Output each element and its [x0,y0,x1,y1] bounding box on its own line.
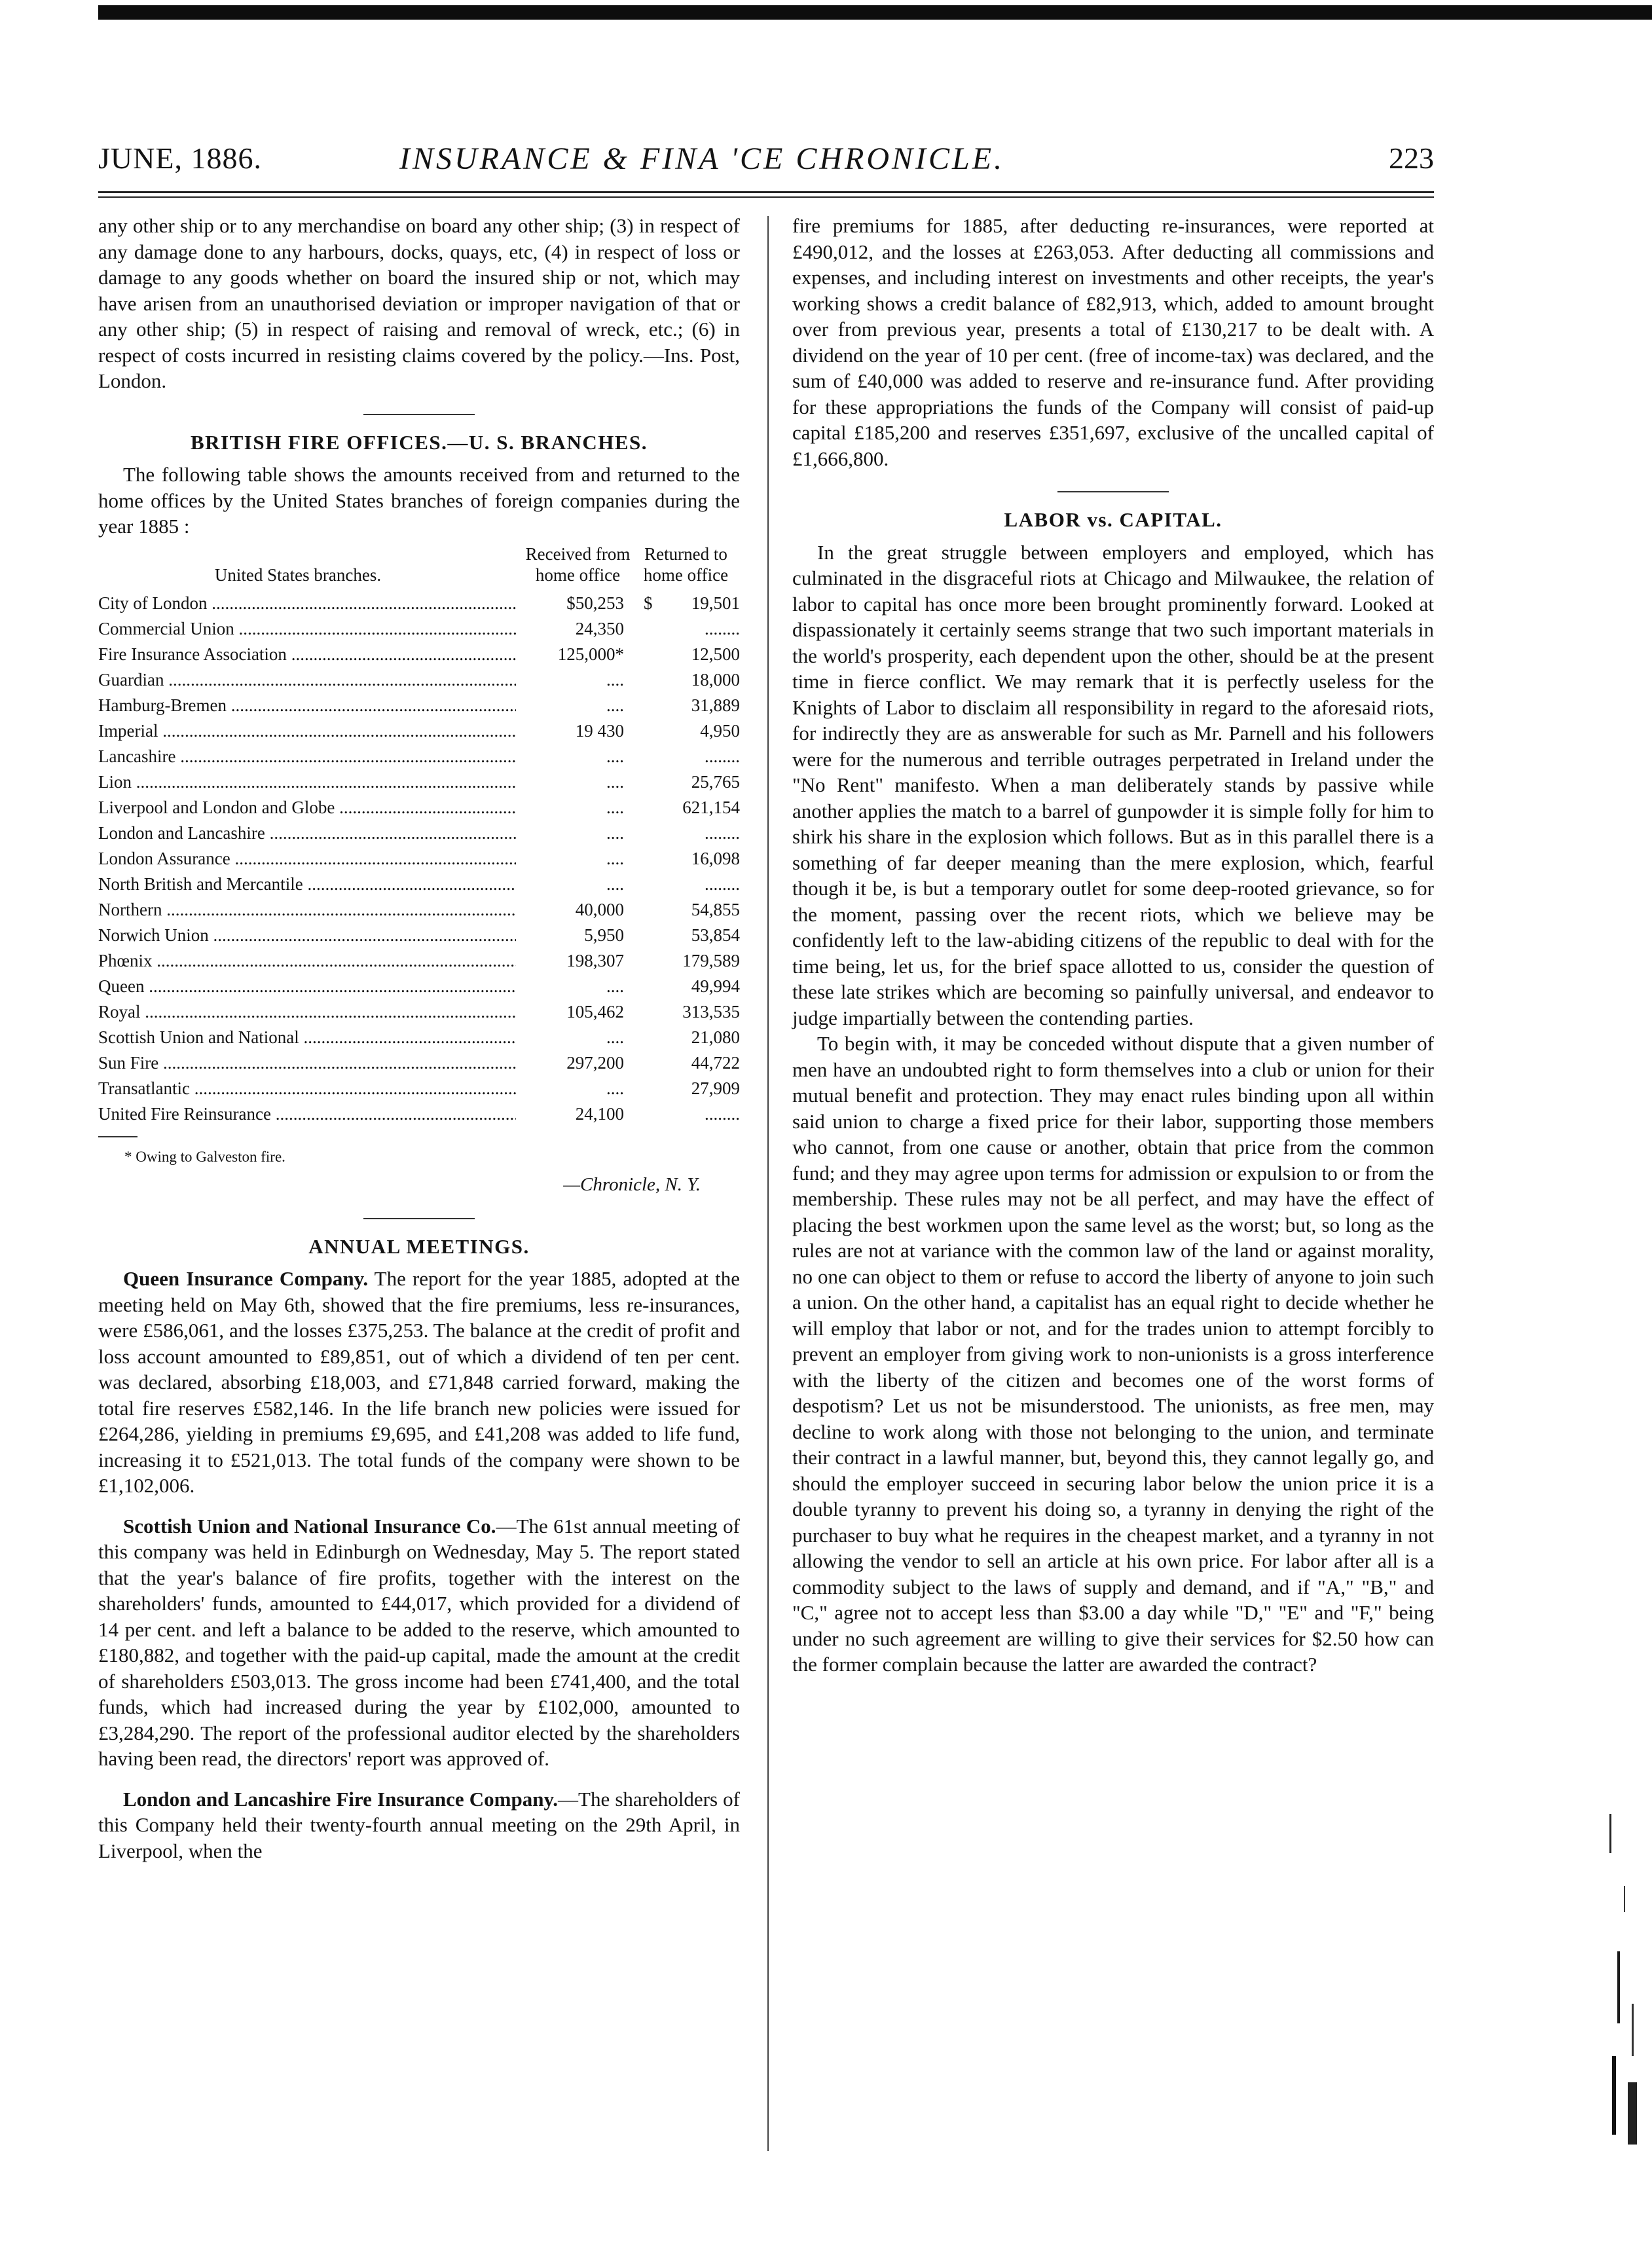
branches-table [98,543,740,1198]
returned-value: 54,855 [691,899,740,919]
table-row [98,693,740,718]
received-value: .... [606,669,624,690]
page-header [98,141,1434,187]
received-value: 5,950 [584,925,624,945]
returned-cell [632,744,740,769]
queen-title: Queen Insurance Company. [123,1267,369,1290]
scottish-paragraph [98,1513,740,1772]
table-header [98,543,740,585]
received-value: .... [606,746,624,766]
branch-name: Northern ..... [98,897,516,923]
labor-capital-heading: LABOR vs. CAPITAL. [1004,508,1222,531]
table-row [98,591,740,616]
column-divider [767,216,769,2151]
returned-cell [632,795,740,820]
received-value: 24,350 [575,618,624,638]
received-value: 125,000* [557,644,624,664]
british-offices-heading: BRITISH FIRE OFFICES.—U. S. BRANCHES. [190,430,648,454]
british-offices-intro: The following table shows the amounts received from and returned to the home offices by the United States branches of foreign companies during the year 1885 : [98,463,740,538]
branch-name: Guardian ..... [98,667,516,693]
branch-name: London and Lancashire ..... [98,820,516,846]
branch-name: London Assurance ..... [98,846,516,872]
branch-name: Phœnix ..... [98,948,516,974]
branch-name: Norwich Union ..... [98,923,516,948]
table-row [98,872,740,897]
header-rule [98,191,1434,198]
branch-name: Transatlantic ..... [98,1076,516,1101]
received-value: 24,100 [575,1103,624,1124]
annual-meetings-heading: ANNUAL MEETINGS. [308,1234,530,1258]
received-value: 297,200 [566,1052,624,1073]
table-row [98,1076,740,1101]
london-continuation-paragraph: fire premiums for 1885, after deducting re-insurances, were reported at £490,012, and the losses at £263,053. After deducting all commissions and expenses, and including interest on investments and other receipts, the year's working shows a credit balance of £82,913, which, added to amount brought over from previous year, presents a total of £130,217 to be dealt with. A dividend on the year of 10 per cent. (free of income-tax) was declared, and the sum of £40,000 was added to reserve and re-insurance fund. After providing for these appropriations the funds of the Company will consist of paid-up capital £185,200 and reserves £351,697, exclusive of the uncalled capital of £1,666,800. [792,214,1434,470]
table-row [98,923,740,948]
returned-value: ........ [705,746,740,766]
queen-text: The report for the year 1885, adopted at the meeting held on May 6th, showed that the fire premiums, less re-insurances, were £586,061, and the losses £375,253. The balance at the credit of profit and loss account amounted to £89,851, out of which a dividend of ten per cent. was declared, absorbing £18,003, and £71,848 carried forward, making the total fire reserves £582,146. In the life branch new policies were issued for £264,286, yielding in premiums £9,695, and £41,208 was added to life fund, increasing it to £521,013. The total funds of the company were shown to be £1,102,006. [98,1267,740,1497]
table-row [98,948,740,974]
received-value: .... [606,1078,624,1098]
table-row [98,1101,740,1127]
returned-value: ........ [705,822,740,843]
table-source: —Chronicle, N. Y. [563,1174,701,1195]
labor-paragraph-2: To begin with, it may be conceded without dispute that a given number of men have an undoubted right to form themselves into a club or union for their mutual benefit and protection. They may enact rules binding upon all within said union to charge a fixed price for their labor, supporting those members who cannot, from one cause or another, obtain that price from the common fund; and they may agree upon terms for admission or expulsion to or from the membership. These rules may not be all perfect, and may have the effect of placing the best workmen upon the same level as the worst; but, so long as the rules are not at variance with the common law of the land or against morality, no one can object to them or refuse to accord the liberty of anyone to join such a union. On the other hand, a capitalist has an equal right to decide whether he will employ that labor or not, and for the trades union to attempt forcibly to prevent an employer from giving work to non-unionists is a gross interference with the liberty of the citizen and becomes one of the worst forms of despotism? Let us not be misunderstood. The unionists, as free men, may decline to work along with those not belonging to the union, and terminate their contract in a lawful manner, but, beyond this, they cannot legally go, and should the employer succeed in securing labor below the union price it is a double tyranny to prevent his doing so, a tyranny in denying the right of the purchaser to buy what he requires in the cheapest market, and a tyranny in not allowing the vendor to sell an article at his own price. For labor after all is a commodity subject to the laws of supply and demand, and if "A," "B," and "C," agree not to accept less than $3.00 a day while "D," "E" and "F," being under no such agreement are willing to give their services for $2.50 how can the former complain because the latter are awarded the contract? [792,1032,1434,1676]
returned-cell [632,1101,740,1127]
table-row [98,897,740,923]
returned-cell [632,1076,740,1101]
section-rule [363,414,475,415]
returned-value: ........ [705,618,740,638]
dollar-sign: $ [644,593,653,613]
col-header-received: Received from home office [525,543,631,585]
table-row [98,846,740,872]
branch-name: Imperial ..... [98,718,516,744]
left-column [98,213,740,1864]
returned-value: 27,909 [691,1078,740,1098]
returned-cell [632,769,740,795]
table-row [98,1025,740,1050]
branch-name: Commercial Union ..... [98,616,516,642]
returned-value: ........ [705,1103,740,1124]
received-value: 40,000 [575,899,624,919]
returned-value: 621,154 [682,797,740,817]
branch-name: City of London ..... [98,591,516,616]
received-value: .... [606,822,624,843]
table-row [98,667,740,693]
queen-paragraph [98,1266,740,1499]
returned-cell [632,872,740,897]
received-value: .... [606,874,624,894]
returned-value: ........ [705,874,740,894]
returned-value: 4,950 [700,720,740,741]
returned-value: 21,080 [691,1027,740,1047]
table-row [98,974,740,999]
returned-cell [632,923,740,948]
branch-name: Scottish Union and National ..... [98,1025,516,1050]
returned-cell [632,820,740,846]
returned-value: 313,535 [682,1001,740,1022]
returned-value: 31,889 [691,695,740,715]
table-end-rule [98,1136,138,1137]
table-row [98,616,740,642]
returned-cell [632,948,740,974]
labor-paragraph-1: In the great struggle between employers and employed, which has culminated in the disgraceful riots at Chicago and Milwaukee, the relation of labor to capital has once more been brought prominently forward. Looked at dispassionately it certainly seems strange that two such important materials in the world's prosperity, each dependent upon the other, should be at the present time in fierce conflict. We may remark that it is perfectly useless for the Knights of Labor to disclaim all responsibility in regard to the aforesaid riots, for indirectly they are as answerable for such as Mr. Parnell and his followers were for the numerous and terrible outrages perpetrated in Ireland under the "No Rent" manifesto. When a man deliberately stands by passive while another applies the match to a barrel of gunpowder it is simple folly for him to shirk his share in the explosion which follows. But as in this parallel there is a something of far deeper meaning than the mere explosion, which, fearful though it be, is but a temporary outlet for some deep-rooted grievance, so for the moment, passing over the recent riots, which we believe may be confidently left to the law-abiding citizens of the republic to deal with for the time being, let us, for the brief space allotted to us, consider the question of these late strikes which are becoming so painfully universal, and endeavor to judge impartially between the contending parties. [792,540,1434,1029]
received-value: .... [606,771,624,792]
returned-cell [632,1025,740,1050]
table-footnote: * Owing to Galveston fire. [124,1148,285,1165]
scottish-title: Scottish Union and National Insurance Co. [123,1514,496,1538]
received-value: 105,462 [566,1001,624,1022]
table-row [98,642,740,667]
returned-cell [632,897,740,923]
table-row [98,820,740,846]
branch-name: Fire Insurance Association ..... [98,642,516,667]
london-title: London and Lancashire Fire Insurance Company. [123,1787,559,1811]
returned-value: 19,501 [691,593,740,613]
returned-cell [632,1050,740,1076]
branch-name: Sun Fire ..... [98,1050,516,1076]
table-row [98,795,740,820]
received-value: .... [606,797,624,817]
branch-name: Hamburg-Bremen ..... [98,693,516,718]
table-row [98,744,740,769]
returned-cell [632,718,740,744]
returned-cell [632,693,740,718]
section-rule [1057,491,1169,492]
returned-value: 44,722 [691,1052,740,1073]
branch-name: Queen ..... [98,974,516,999]
received-value: $50,253 [566,593,624,613]
returned-cell [632,616,740,642]
branch-name: Lancashire ..... [98,744,516,769]
returned-cell [632,667,740,693]
scottish-text: —The 61st annual meeting of this company was held in Edinburgh on Wednesday, May 5. The report stated that the year's balance of fire profits, together with the interest on the shareholders' funds, amounted to £44,017, which provided for a dividend of 14 per cent. and left a balance to be added to the reserve, which amounted to £180,882, and together with the paid-up capital, made the amount at the credit of shareholders £503,013. The gross income had been £741,400, and the total funds, which had increased during the year by £102,000, amounted to £3,284,290. The report of the professional auditor elected by the shareholders having been read, the directors' report was approved of. [98,1514,741,1770]
marine-policy-paragraph: any other ship or to any merchandise on board any other ship; (3) in respect of any damage done to any harbours, docks, quays, etc, (4) in respect of loss or damage to any goods whether on board the insured ship or not, which may have arisen from an unauthorised deviation or improper navigation of that or any other ship; (5) in respect of raising and removal of wreck, etc.; (6) in respect of costs incurred in resisting claims covered by the policy.—Ins. Post, London. [98,214,740,392]
returned-cell [632,999,740,1025]
received-value: 19 430 [575,720,624,741]
returned-value: 179,589 [682,950,740,970]
section-rule [363,1218,475,1219]
received-value: 198,307 [566,950,624,970]
table-body [98,591,740,1127]
table-row [98,769,740,795]
returned-cell [632,846,740,872]
returned-cell [632,591,740,616]
top-edge-bar [98,5,1652,20]
header-page-number: 223 [1389,141,1434,175]
london-paragraph [98,1786,740,1864]
returned-value: 49,994 [691,976,740,996]
table-row [98,999,740,1025]
received-value: .... [606,848,624,868]
col-header-branch: United States branches. [214,564,382,585]
returned-cell [632,974,740,999]
returned-value: 25,765 [691,771,740,792]
table-row [98,1050,740,1076]
right-column [792,213,1434,1678]
branch-name: United Fire Reinsurance ..... [98,1101,516,1127]
received-value: .... [606,1027,624,1047]
col-header-returned: Returned to home office [643,543,729,585]
branch-name: North British and Mercantile ..... [98,872,516,897]
margin-scan-marks [1598,1807,1643,2148]
returned-cell [632,642,740,667]
header-date: JUNE, 1886. [98,141,262,175]
received-value: .... [606,976,624,996]
returned-value: 53,854 [691,925,740,945]
returned-value: 12,500 [691,644,740,664]
received-value: .... [606,695,624,715]
header-title: INSURANCE & FINA 'CE CHRONICLE. [399,141,1005,176]
branch-name: Lion ..... [98,769,516,795]
branch-name: Liverpool and London and Globe ..... [98,795,516,820]
returned-value: 16,098 [691,848,740,868]
returned-value: 18,000 [691,669,740,690]
table-row [98,718,740,744]
london-text: —The shareholders of this Company held their twenty-fourth annual meeting on the 29th April, in Liverpool, when the [98,1787,740,1862]
branch-name: Royal ..... [98,999,516,1025]
